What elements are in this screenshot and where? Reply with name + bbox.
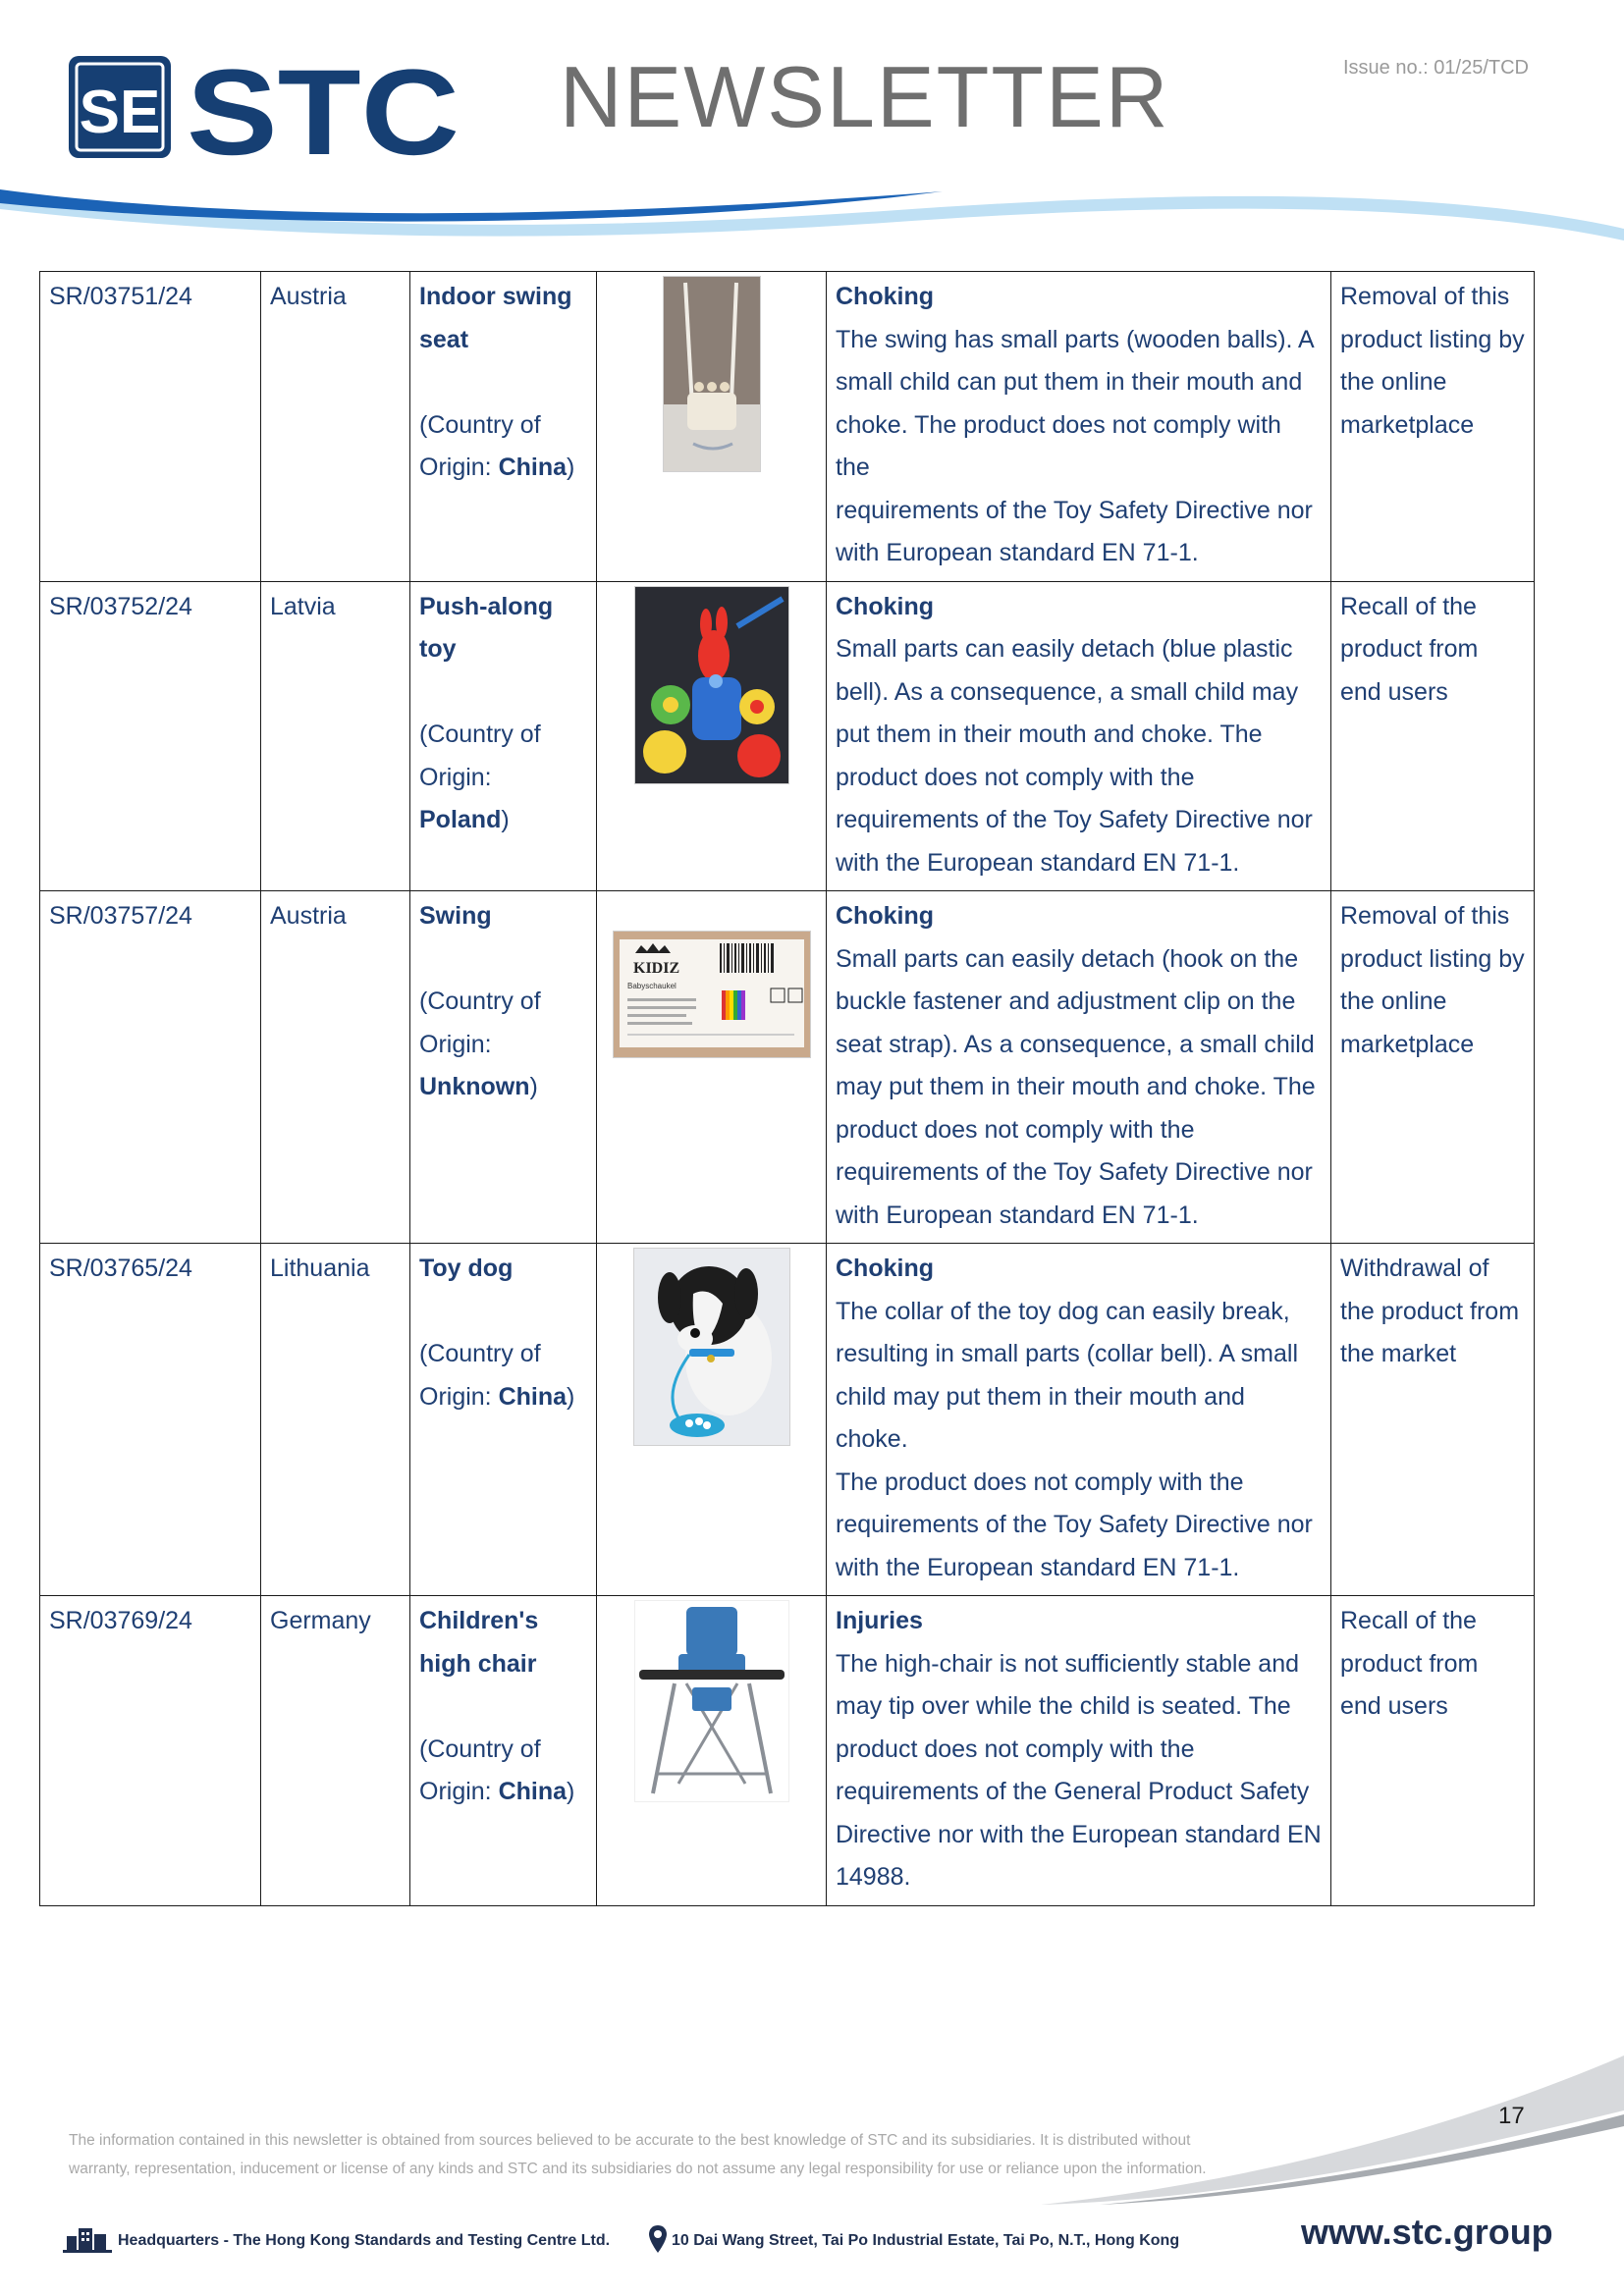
product-cell: Swing (Country of Origin: Unknown) (410, 891, 597, 1244)
measure-cell (1331, 891, 1535, 1244)
risk-description-line: product does not comply with the (836, 1115, 1195, 1144)
table-row (40, 891, 1535, 1244)
stc-logo (67, 54, 469, 164)
measure-line: marketplace (1340, 410, 1475, 439)
product-cell: Push-along toy (Country of Origin: Poland) (410, 581, 597, 891)
risk-description-line: requirements of the General Product Safety (836, 1778, 1310, 1805)
notifying-country: Austria (261, 891, 410, 1244)
risk-description-line: requirements of the Toy Safety Directive nor (836, 1158, 1313, 1186)
risk-description-line: The collar of the toy dog can easily break, (836, 1297, 1290, 1325)
product-cell: Toy dog (Country of Origin: China) (410, 1244, 597, 1596)
reference-number: SR/03751/24 (40, 272, 261, 582)
risk-type: Choking (836, 592, 934, 620)
headquarters-text: Headquarters - The Hong Kong Standards and Testing Centre Ltd. (118, 2232, 611, 2249)
measure-line: Recall of the (1340, 592, 1477, 620)
risk-description-line: resulting in small parts (collar bell). A small (836, 1340, 1298, 1367)
product-image-cell (597, 1596, 827, 1906)
product-name: Swing (419, 902, 492, 930)
measure-line: the market (1340, 1340, 1457, 1367)
risk-description-line: may put them in their mouth and choke. The (836, 1073, 1316, 1100)
disclaimer-line: warranty, representation, inducement or license of any kinds and STC and its subsidiaries do not assume any legal responsibility for use or reliance upon the information. (69, 2161, 1207, 2177)
measure-line: the online (1340, 988, 1447, 1015)
origin-label: (Country of (419, 410, 541, 439)
origin-country: China (498, 1382, 568, 1411)
logo-mark-text: SE (79, 79, 161, 146)
notifying-country: Austria (261, 272, 410, 582)
product-name: Toy dog (419, 1255, 514, 1282)
high-chair-photo (634, 1600, 789, 1802)
risk-description-line: small child can put them in their mouth and (836, 368, 1303, 396)
measure-line: end users (1340, 1692, 1448, 1720)
measure-cell (1331, 272, 1535, 582)
reference-number: SR/03765/24 (40, 1244, 261, 1596)
measure-line: Withdrawal of (1340, 1255, 1489, 1282)
risk-description-line: The swing has small parts (wooden balls). A (836, 325, 1315, 353)
origin-label: Origin: (419, 763, 492, 791)
product-name: high chair (419, 1649, 537, 1678)
address-text: 10 Dai Wang Street, Tai Po Industrial Estate, Tai Po, N.T., Hong Kong (672, 2232, 1180, 2249)
risk-description-line: with European standard EN 71-1. (836, 1201, 1199, 1229)
origin-country: Poland (419, 806, 502, 833)
risk-type: Choking (836, 1255, 934, 1282)
reference-number: SR/03752/24 (40, 581, 261, 891)
table-row (40, 1244, 1535, 1596)
indoor-swing-seat-photo (663, 276, 761, 472)
risk-description-line: buckle fastener and adjustment clip on the (836, 988, 1296, 1015)
risk-cell (827, 272, 1331, 582)
box-caption-text: Babyschaukel (626, 982, 677, 990)
building-icon (63, 2224, 112, 2254)
measure-line: product listing by (1340, 325, 1525, 353)
risk-type: Choking (836, 902, 934, 930)
risk-description-line: product does not comply with the (836, 1735, 1195, 1763)
risk-description-line: requirements of the Toy Safety Directive nor (836, 1511, 1313, 1538)
measure-cell (1331, 581, 1535, 891)
measure-line: Removal of this (1340, 283, 1510, 310)
risk-description-line: put them in their mouth and choke. The (836, 721, 1263, 748)
product-name: toy (419, 635, 457, 663)
kidiz-brand-text: KIDIZ (632, 960, 679, 977)
risk-cell (827, 891, 1331, 1244)
measure-cell (1331, 1596, 1535, 1906)
measure-line: product listing by (1340, 944, 1525, 973)
product-cell: Children's high chair (Country of Origin: China) (410, 1596, 597, 1906)
product-name: Children's (419, 1607, 539, 1634)
risk-description-line: seat strap). As a consequence, a small child (836, 1030, 1315, 1058)
notifying-country: Latvia (261, 581, 410, 891)
risk-description-line: requirements of the Toy Safety Directive nor (836, 496, 1313, 524)
risk-description-line: with the European standard EN 71-1. (836, 1553, 1240, 1581)
newsletter-title: NEWSLETTER (560, 48, 1170, 145)
origin-label: Origin: (419, 1030, 492, 1058)
origin-country: Unknown (419, 1073, 530, 1100)
measure-line: the product from (1340, 1297, 1520, 1325)
risk-description-line: 14988. (836, 1863, 911, 1891)
measure-line: Removal of this (1340, 902, 1510, 930)
measure-cell (1331, 1244, 1535, 1596)
issue-number: Issue no.: 01/25/TCD (1343, 57, 1529, 79)
measure-line: product from (1340, 1649, 1479, 1678)
origin-label: (Country of (419, 1735, 541, 1763)
reference-number: SR/03757/24 (40, 891, 261, 1244)
recall-table-body (40, 272, 1535, 1906)
toy-dog-photo (633, 1248, 790, 1446)
origin-country: China (498, 1778, 568, 1805)
push-along-toy-photo (634, 586, 789, 784)
location-pin-icon (648, 2224, 668, 2254)
product-name: seat (419, 325, 469, 353)
risk-description-line: with the European standard EN 71-1. (836, 848, 1240, 877)
origin-label: (Country of (419, 1340, 541, 1367)
swing-box-label-photo (613, 931, 811, 1058)
origin-country: China (498, 454, 568, 481)
product-image-cell (597, 581, 827, 891)
disclaimer-line: The information contained in this newsletter is obtained from sources believed to be accurate to the best knowledge of STC and its subsidiaries. It is distributed without (69, 2132, 1191, 2149)
risk-description-line: may tip over while the child is seated. The (836, 1692, 1291, 1720)
page-header (0, 0, 1624, 255)
product-image-cell (597, 891, 827, 1244)
risk-description-line: The high-chair is not sufficiently stable and (836, 1649, 1300, 1678)
risk-description-line: The product does not comply with the (836, 1468, 1244, 1496)
notifying-country: Germany (261, 1596, 410, 1906)
measure-line: Recall of the (1340, 1607, 1477, 1634)
risk-description-line: Small parts can easily detach (hook on the (836, 944, 1299, 973)
disclaimer (69, 2126, 1326, 2183)
risk-description-line: Small parts can easily detach (blue plastic (836, 635, 1293, 663)
product-name: Push-along (419, 592, 554, 620)
risk-description-line: requirements of the Toy Safety Directive nor (836, 806, 1313, 833)
logo-text: STC (187, 54, 460, 164)
origin-label: (Country of (419, 988, 541, 1015)
risk-cell (827, 1244, 1331, 1596)
origin-label: Origin: (419, 454, 499, 481)
measure-line: the online (1340, 368, 1447, 396)
risk-description-line: Directive nor with the European standard EN (836, 1820, 1322, 1848)
origin-label: Origin: (419, 1382, 499, 1411)
risk-description-line: product does not comply with the (836, 763, 1195, 791)
risk-cell (827, 581, 1331, 891)
reference-number: SR/03769/24 (40, 1596, 261, 1906)
measure-line: product from (1340, 635, 1479, 663)
measure-line: marketplace (1340, 1030, 1475, 1058)
table-row (40, 1596, 1535, 1906)
risk-cell (827, 1596, 1331, 1906)
risk-description-line: child may put them in their mouth and choke. (836, 1382, 1245, 1453)
page-number: 17 (1498, 2103, 1525, 2129)
product-cell: Indoor swing seat (Country of Origin: China) (410, 272, 597, 582)
product-image-cell (597, 1244, 827, 1596)
product-name: Indoor swing (419, 283, 572, 310)
risk-description-line: choke. The product does not comply with the (836, 410, 1281, 481)
table-row (40, 272, 1535, 582)
header-swoosh (0, 172, 1624, 250)
risk-description-line: with European standard EN 71-1. (836, 539, 1199, 566)
measure-line: end users (1340, 677, 1448, 706)
risk-description-line: bell). As a consequence, a small child may (836, 677, 1299, 706)
origin-label: Origin: (419, 1778, 499, 1805)
risk-type: Choking (836, 283, 934, 310)
recall-table (39, 271, 1535, 1906)
notifying-country: Lithuania (261, 1244, 410, 1596)
product-image-cell (597, 272, 827, 582)
table-row (40, 581, 1535, 891)
origin-label: (Country of (419, 721, 541, 748)
website-link[interactable]: www.stc.group (1301, 2212, 1553, 2252)
risk-type: Injuries (836, 1607, 923, 1634)
